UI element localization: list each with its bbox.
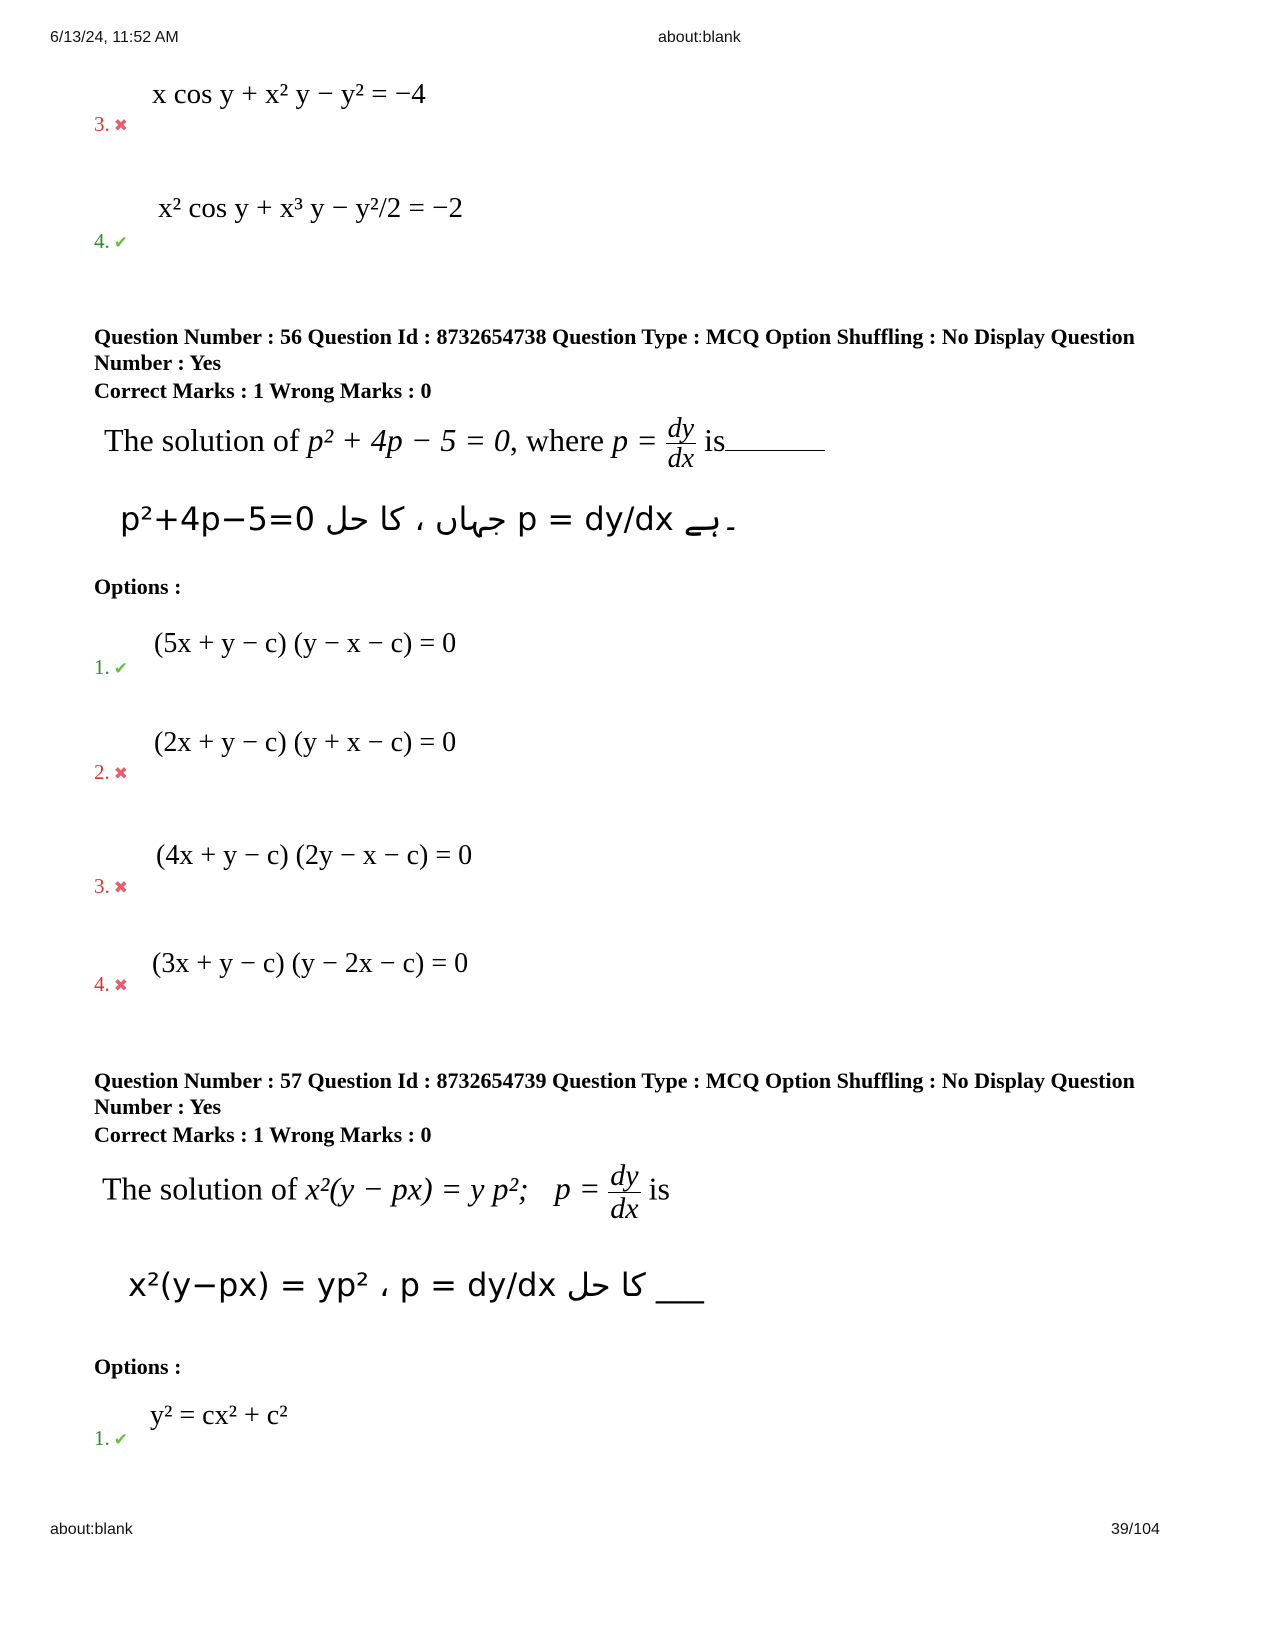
q57-frac-num: dy: [610, 1159, 639, 1192]
q56-frac-num: dy: [667, 413, 695, 444]
q57-option-1-number: 1.: [94, 1426, 110, 1450]
q56-stem-suffix: is: [704, 422, 726, 459]
q56-urdu-text: ۔ہے p = dy/dx جہاں ، کا حل p²+4p−5=0: [120, 500, 741, 538]
print-footer-url: about:blank: [50, 1521, 133, 1538]
q56-option-4-equation: (3x + y − c) (y − 2x − c) = 0: [152, 948, 469, 979]
q57-stem-equation: x²(y − px) = y p²;: [305, 1170, 529, 1207]
print-datetime: 6/13/24, 11:52 AM: [50, 29, 179, 46]
prev-option-3-equation: x cos y + x² y − y² = −4: [152, 78, 426, 110]
prev-option-4-number: 4.: [94, 229, 110, 253]
q56-stem: [104, 414, 825, 474]
prev-option-3-number: 3.: [94, 112, 110, 136]
q56-option-2-equation: (2x + y − c) (y + x − c) = 0: [154, 727, 457, 758]
q57-option-1-equation: y² = cx² + c²: [150, 1400, 288, 1431]
q57-stem-p: p =: [554, 1170, 601, 1207]
q56-meta: Question Number : 56 Question Id : 8732654738 Question Type : MCQ Option Shuffling : No Display Question Number : Yes: [94, 324, 1135, 375]
q57-fraction: [608, 1160, 640, 1224]
q57-stem-suffix: is: [648, 1170, 670, 1207]
q56-option-2: [94, 760, 128, 785]
print-page-number: 39/104: [1111, 1521, 1160, 1538]
q56-option-3-equation: (4x + y − c) (2y − x − c) = 0: [156, 840, 473, 871]
q56-option-4: [94, 972, 128, 997]
q56-option-3-number: 3.: [94, 874, 110, 898]
q57-frac-den: dx: [610, 1191, 639, 1225]
q56-blank: [725, 450, 825, 451]
prev-option-4: [94, 229, 128, 254]
q56-fraction: [666, 414, 696, 474]
prev-option-4-equation: x² cos y + x³ y − y²/2 = −2: [158, 192, 463, 224]
q56-option-4-number: 4.: [94, 972, 110, 996]
q57-options-label: Options :: [94, 1354, 182, 1379]
cross-icon: ✖: [113, 878, 128, 898]
q56-marks: Correct Marks : 1 Wrong Marks : 0: [94, 378, 432, 403]
cross-icon: ✖: [113, 116, 128, 136]
cross-icon: ✖: [113, 764, 128, 784]
q57-option-1: [94, 1426, 128, 1451]
check-icon: ✔: [113, 233, 128, 253]
q56-option-2-number: 2.: [94, 760, 110, 784]
q56-frac-den: dx: [667, 443, 695, 475]
q56-stem-where: , where: [509, 422, 613, 459]
check-icon: ✔: [113, 659, 128, 679]
q57-stem-prefix: The solution of: [102, 1170, 306, 1207]
q56-stem-p: p =: [612, 422, 658, 459]
q56-stem-equation: p² + 4p − 5 = 0: [307, 422, 510, 459]
q57-meta: Question Number : 57 Question Id : 8732654739 Question Type : MCQ Option Shuffling : No Display Question Number : Yes: [94, 1068, 1135, 1119]
q56-option-1: [94, 655, 128, 680]
print-title: about:blank: [658, 29, 741, 46]
q56-option-1-number: 1.: [94, 655, 110, 679]
prev-option-3: [94, 112, 128, 137]
q57-stem: [102, 1160, 670, 1224]
cross-icon: ✖: [113, 976, 128, 996]
q56-option-3: [94, 874, 128, 899]
check-icon: ✔: [113, 1430, 128, 1450]
q56-option-1-equation: (5x + y − c) (y − x − c) = 0: [154, 628, 457, 659]
q56-stem-prefix: The solution of: [104, 422, 308, 459]
q57-marks: Correct Marks : 1 Wrong Marks : 0: [94, 1122, 432, 1147]
q56-options-label: Options :: [94, 574, 182, 599]
q57-urdu-text: ___ کا حل x²(y−px) = yp² ، p = dy/dx: [128, 1266, 704, 1304]
